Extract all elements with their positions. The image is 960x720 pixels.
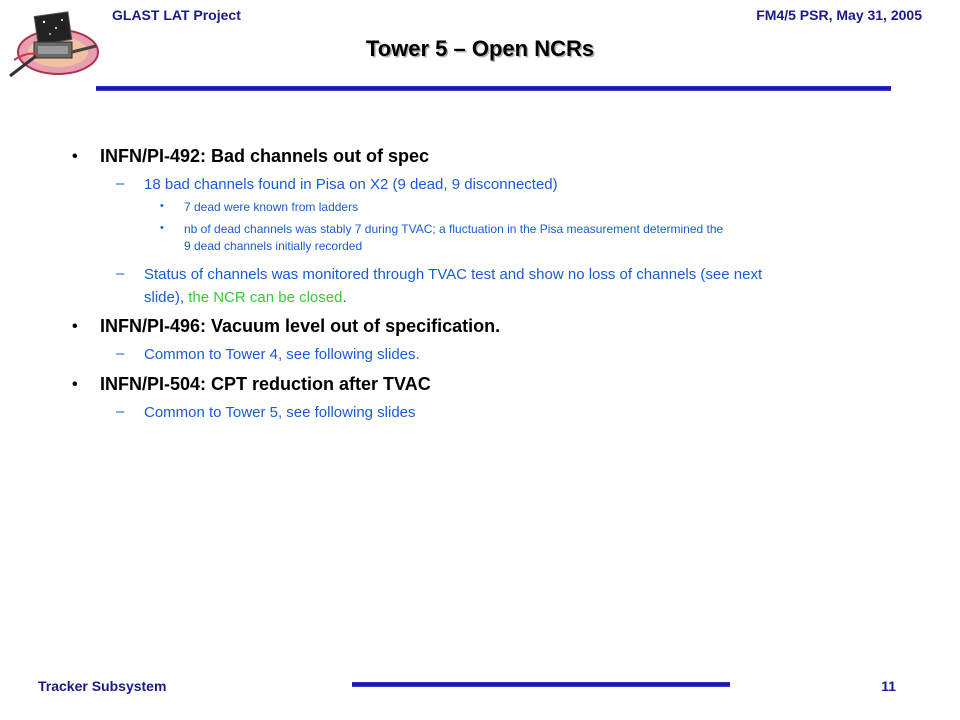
review-info: FM4/5 PSR, May 31, 2005	[756, 7, 922, 23]
footer-divider	[352, 682, 730, 687]
bullet-marker: •	[72, 318, 78, 335]
sub-bullet-common-tower4: Common to Tower 4, see following slides.	[144, 346, 420, 363]
sub-sub-bullet-fluctuation-line2: 9 dead channels initially recorded	[184, 239, 363, 253]
sub-sub-bullet-known-dead: 7 dead were known from ladders	[184, 200, 359, 214]
page-number: 11	[881, 678, 896, 694]
sub-bullet-bad-channels: 18 bad channels found in Pisa on X2 (9 dead, 9 disconnected)	[144, 176, 558, 193]
bullet-marker: •	[160, 222, 164, 234]
project-name: GLAST LAT Project	[112, 7, 241, 23]
bullet-ncr-496: INFN/PI-496: Vacuum level out of specification.	[100, 316, 501, 336]
sub-bullet-status-line1: Status of channels was monitored through TVAC test and show no loss of channels (see next	[144, 266, 763, 283]
footer-subsystem: Tracker Subsystem	[38, 678, 167, 694]
dash-marker: –	[116, 403, 125, 420]
bullet-marker: •	[160, 200, 164, 212]
dash-marker: –	[116, 345, 125, 362]
sub-bullet-common-tower5: Common to Tower 5, see following slides	[144, 404, 416, 421]
dash-marker: –	[116, 175, 125, 192]
bullet-ncr-492: INFN/PI-492: Bad channels out of spec	[100, 146, 430, 166]
bullet-ncr-504: INFN/PI-504: CPT reduction after TVAC	[100, 374, 431, 394]
bullet-marker: •	[72, 148, 78, 165]
dash-marker: –	[116, 265, 125, 282]
slide-title: Tower 5 – Open NCRs	[365, 36, 595, 61]
status-suffix: .	[342, 289, 347, 306]
header-divider	[96, 86, 891, 91]
sub-bullet-status-line2	[144, 288, 347, 307]
ncr-closed-highlight: the NCR can be closed	[188, 289, 343, 306]
bullet-marker: •	[72, 376, 78, 393]
status-prefix: slide),	[144, 289, 189, 306]
sub-sub-bullet-fluctuation-line1: nb of dead channels was stably 7 during TVAC; a fluctuation in the Pisa measurement determined the	[184, 222, 724, 236]
